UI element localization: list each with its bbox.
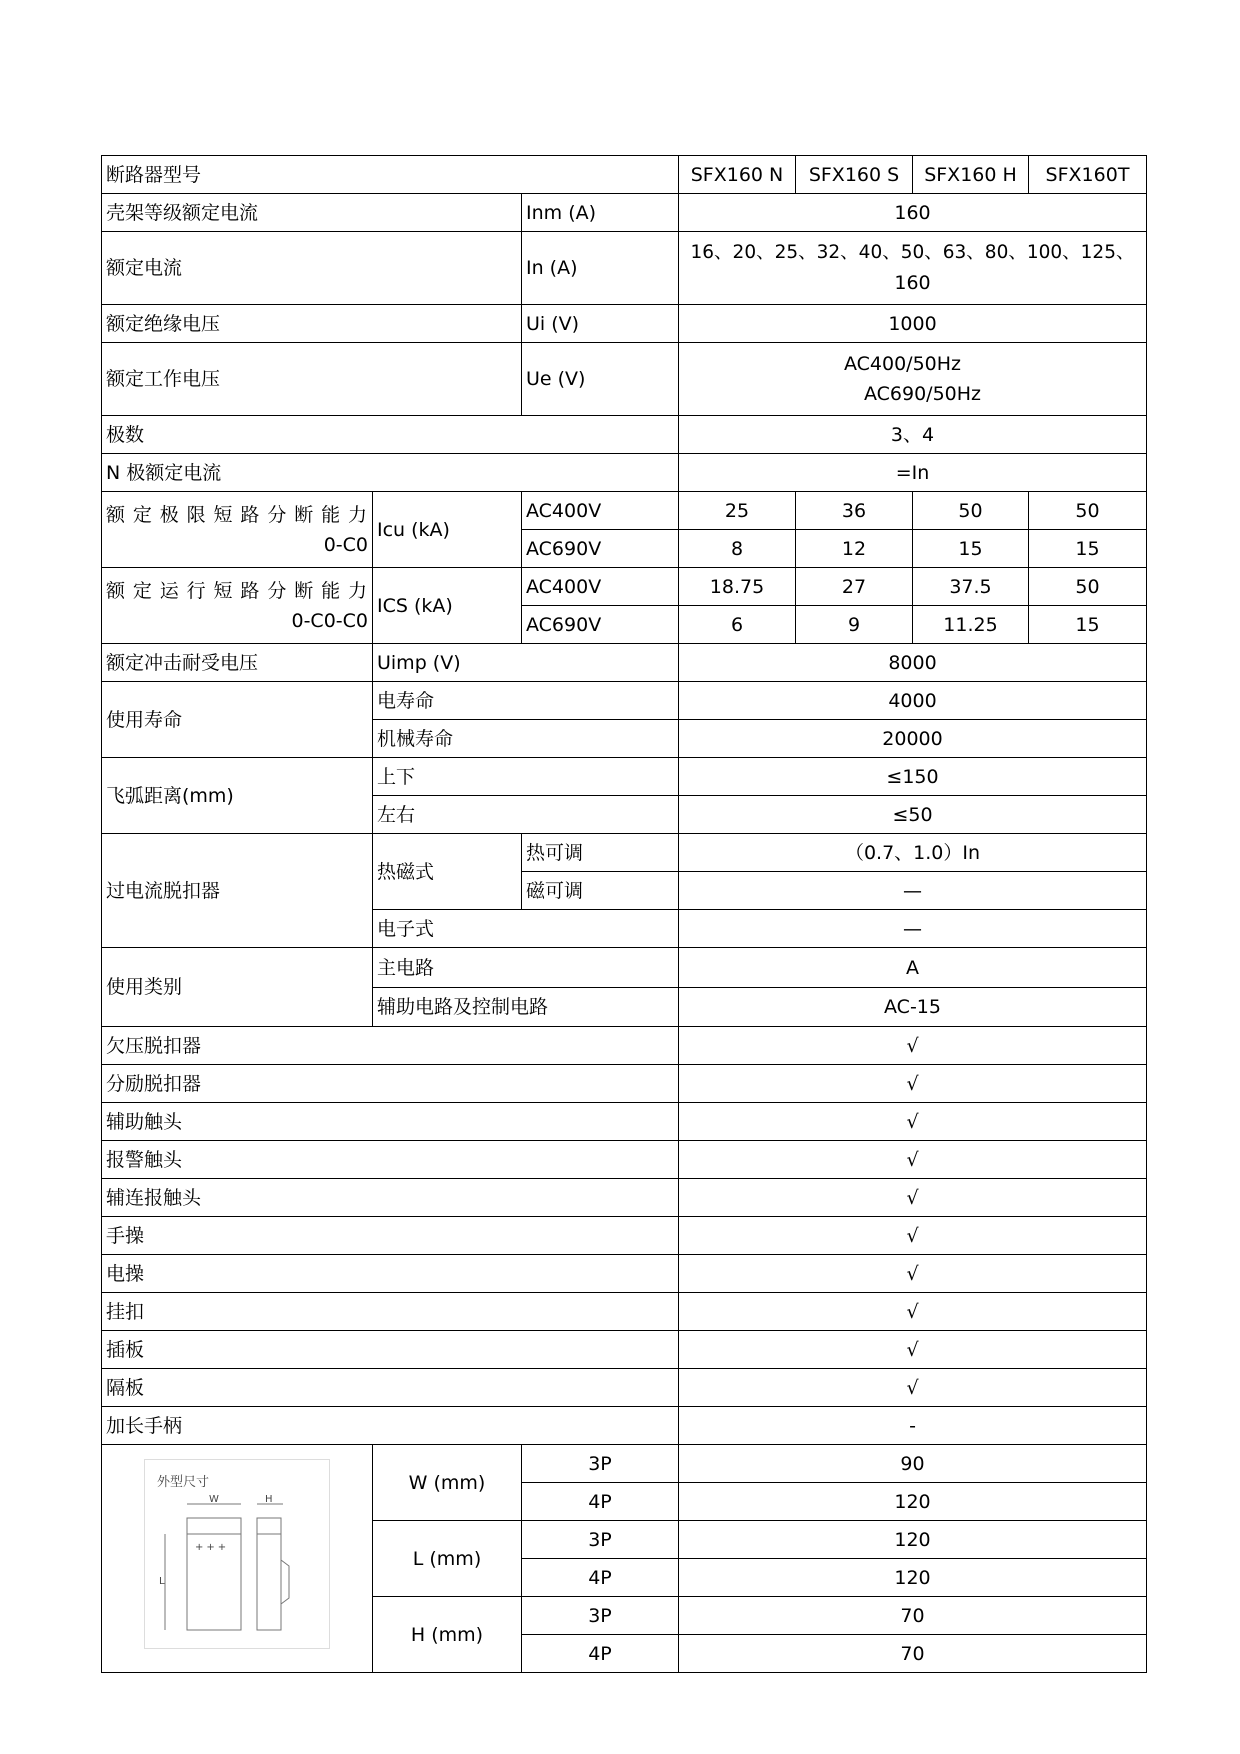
icu-ac400-t: 50 bbox=[1029, 492, 1147, 530]
ics-label-line1: 额定运行短路分断能力 bbox=[106, 579, 368, 602]
ics-voltage-ac400: AC400V bbox=[522, 568, 679, 606]
height-4p-label: 4P bbox=[522, 1635, 679, 1673]
width-3p-label: 3P bbox=[522, 1445, 679, 1483]
breaker-outline-drawing bbox=[145, 1460, 329, 1648]
frame-rating-row bbox=[102, 194, 1147, 232]
accessory-label: 电操 bbox=[102, 1255, 679, 1293]
icu-symbol: Icu (kA) bbox=[373, 492, 522, 568]
icu-ac400-h: 50 bbox=[913, 492, 1029, 530]
height-4p-value: 70 bbox=[679, 1635, 1147, 1673]
model-n: SFX160 N bbox=[679, 156, 796, 194]
thermal-magnetic-label: 热磁式 bbox=[373, 834, 522, 910]
arc-horizontal-value: ≤50 bbox=[679, 796, 1147, 834]
rated-current-symbol: In (A) bbox=[522, 232, 679, 305]
aux-circuit-value: AC-15 bbox=[679, 988, 1147, 1027]
accessory-row bbox=[102, 1065, 1147, 1103]
icu-ac690-s: 12 bbox=[796, 530, 913, 568]
working-voltage-line1: AC400/50Hz bbox=[843, 353, 962, 375]
header-row bbox=[102, 156, 1147, 194]
dim-row bbox=[102, 1445, 1147, 1483]
ics-label-line2: 0-C0-C0 bbox=[291, 609, 368, 632]
mechanical-life-value: 20000 bbox=[679, 720, 1147, 758]
ics-row-ac400 bbox=[102, 568, 1147, 606]
electrical-life-label: 电寿命 bbox=[373, 682, 679, 720]
svg-text:+++: +++ bbox=[195, 1542, 230, 1553]
ics-ac690-h: 11.25 bbox=[913, 606, 1029, 644]
thermal-adj-row bbox=[102, 834, 1147, 872]
aux-circuit-label: 辅助电路及控制电路 bbox=[373, 988, 679, 1027]
insulation-voltage-label: 额定绝缘电压 bbox=[102, 305, 522, 343]
accessory-row bbox=[102, 1331, 1147, 1369]
dimension-figure-title: 外型尺寸 bbox=[157, 1475, 210, 1490]
category-label: 使用类别 bbox=[102, 948, 373, 1027]
accessory-label: 分励脱扣器 bbox=[102, 1065, 679, 1103]
model-label: 断路器型号 bbox=[102, 156, 679, 194]
icu-ac690-h: 15 bbox=[913, 530, 1029, 568]
arc-vertical-value: ≤150 bbox=[679, 758, 1147, 796]
rated-current-line1: 16、20、25、32、40、50、63、80、100、125、 bbox=[690, 242, 1135, 263]
figure-l-label: L bbox=[159, 1576, 165, 1587]
working-voltage-values bbox=[679, 343, 1147, 416]
rated-current-line2: 160 bbox=[894, 272, 931, 294]
main-circuit-label: 主电路 bbox=[373, 948, 679, 988]
electronic-value: — bbox=[679, 910, 1147, 948]
electronic-label: 电子式 bbox=[373, 910, 679, 948]
ics-ac400-s: 27 bbox=[796, 568, 913, 606]
icu-label-line2: 0-C0 bbox=[323, 533, 368, 556]
ics-ac690-s: 9 bbox=[796, 606, 913, 644]
insulation-voltage-value: 1000 bbox=[679, 305, 1147, 343]
accessory-row bbox=[102, 1255, 1147, 1293]
model-t: SFX160T bbox=[1029, 156, 1147, 194]
model-h: SFX160 H bbox=[913, 156, 1029, 194]
impulse-voltage-label: 额定冲击耐受电压 bbox=[102, 644, 373, 682]
accessory-row bbox=[102, 1027, 1147, 1065]
icu-row-ac400 bbox=[102, 492, 1147, 530]
icu-ac400-n: 25 bbox=[679, 492, 796, 530]
accessory-row bbox=[102, 1141, 1147, 1179]
impulse-voltage-symbol: Uimp (V) bbox=[373, 644, 679, 682]
service-life-label: 使用寿命 bbox=[102, 682, 373, 758]
accessory-value: √ bbox=[679, 1065, 1147, 1103]
accessory-value: √ bbox=[679, 1027, 1147, 1065]
magnetic-adj-value: — bbox=[679, 872, 1147, 910]
width-3p-value: 90 bbox=[679, 1445, 1147, 1483]
accessory-value: √ bbox=[679, 1141, 1147, 1179]
poles-value: 3、4 bbox=[679, 416, 1147, 454]
rated-current-values bbox=[679, 232, 1147, 305]
height-label: H (mm) bbox=[373, 1597, 522, 1673]
model-s: SFX160 S bbox=[796, 156, 913, 194]
working-voltage-label: 额定工作电压 bbox=[102, 343, 522, 416]
arc-vertical-row bbox=[102, 758, 1147, 796]
accessory-label: 挂扣 bbox=[102, 1293, 679, 1331]
mechanical-life-label: 机械寿命 bbox=[373, 720, 679, 758]
n-pole-label: N 极额定电流 bbox=[102, 454, 679, 492]
accessory-row bbox=[102, 1293, 1147, 1331]
rated-current-row bbox=[102, 232, 1147, 305]
thermal-adj-label: 热可调 bbox=[522, 834, 679, 872]
accessory-row bbox=[102, 1369, 1147, 1407]
electrical-life-value: 4000 bbox=[679, 682, 1147, 720]
length-4p-value: 120 bbox=[679, 1559, 1147, 1597]
ics-ac690-t: 15 bbox=[1029, 606, 1147, 644]
accessory-label: 欠压脱扣器 bbox=[102, 1027, 679, 1065]
accessory-label: 辅助触头 bbox=[102, 1103, 679, 1141]
impulse-voltage-value: 8000 bbox=[679, 644, 1147, 682]
accessory-row bbox=[102, 1407, 1147, 1445]
main-circuit-value: A bbox=[679, 948, 1147, 988]
length-3p-value: 120 bbox=[679, 1521, 1147, 1559]
n-pole-value: =In bbox=[679, 454, 1147, 492]
accessory-row bbox=[102, 1179, 1147, 1217]
accessory-value: √ bbox=[679, 1331, 1147, 1369]
ics-ac400-n: 18.75 bbox=[679, 568, 796, 606]
frame-rating-label: 壳架等级额定电流 bbox=[102, 194, 522, 232]
main-circuit-row bbox=[102, 948, 1147, 988]
frame-rating-value: 160 bbox=[679, 194, 1147, 232]
ics-ac400-t: 50 bbox=[1029, 568, 1147, 606]
ics-ac400-h: 37.5 bbox=[913, 568, 1029, 606]
working-voltage-row bbox=[102, 343, 1147, 416]
length-label: L (mm) bbox=[373, 1521, 522, 1597]
accessory-value: √ bbox=[679, 1255, 1147, 1293]
insulation-voltage-row bbox=[102, 305, 1147, 343]
arc-vertical-label: 上下 bbox=[373, 758, 679, 796]
accessory-value: √ bbox=[679, 1293, 1147, 1331]
length-3p-label: 3P bbox=[522, 1521, 679, 1559]
frame-rating-symbol: Inm (A) bbox=[522, 194, 679, 232]
working-voltage-symbol: Ue (V) bbox=[522, 343, 679, 416]
ics-voltage-ac690: AC690V bbox=[522, 606, 679, 644]
dimension-figure-cell bbox=[102, 1445, 373, 1673]
n-pole-row bbox=[102, 454, 1147, 492]
thermal-adj-value: （0.7、1.0）In bbox=[679, 834, 1147, 872]
icu-ac690-t: 15 bbox=[1029, 530, 1147, 568]
arc-horizontal-label: 左右 bbox=[373, 796, 679, 834]
accessory-value: √ bbox=[679, 1217, 1147, 1255]
accessory-value: - bbox=[679, 1407, 1147, 1445]
accessory-row bbox=[102, 1217, 1147, 1255]
accessory-label: 加长手柄 bbox=[102, 1407, 679, 1445]
icu-label-line1: 额定极限短路分断能力 bbox=[106, 503, 368, 526]
accessory-label: 报警触头 bbox=[102, 1141, 679, 1179]
ics-label bbox=[102, 568, 373, 644]
figure-w-label: W bbox=[209, 1494, 219, 1505]
width-4p-label: 4P bbox=[522, 1483, 679, 1521]
accessory-label: 隔板 bbox=[102, 1369, 679, 1407]
dimension-drawing bbox=[144, 1459, 330, 1649]
height-3p-label: 3P bbox=[522, 1597, 679, 1635]
width-label: W (mm) bbox=[373, 1445, 522, 1521]
icu-ac690-n: 8 bbox=[679, 530, 796, 568]
accessory-label: 手操 bbox=[102, 1217, 679, 1255]
icu-voltage-ac690: AC690V bbox=[522, 530, 679, 568]
spec-table bbox=[101, 155, 1147, 1673]
width-4p-value: 120 bbox=[679, 1483, 1147, 1521]
icu-ac400-s: 36 bbox=[796, 492, 913, 530]
rated-current-label: 额定电流 bbox=[102, 232, 522, 305]
accessory-value: √ bbox=[679, 1369, 1147, 1407]
ics-ac690-n: 6 bbox=[679, 606, 796, 644]
icu-voltage-ac400: AC400V bbox=[522, 492, 679, 530]
overcurrent-label: 过电流脱扣器 bbox=[102, 834, 373, 948]
accessory-row bbox=[102, 1103, 1147, 1141]
figure-h-label: H bbox=[265, 1494, 273, 1505]
accessory-value: √ bbox=[679, 1179, 1147, 1217]
ics-symbol: ICS (kA) bbox=[373, 568, 522, 644]
insulation-voltage-symbol: Ui (V) bbox=[522, 305, 679, 343]
poles-row bbox=[102, 416, 1147, 454]
accessory-label: 辅连报触头 bbox=[102, 1179, 679, 1217]
accessory-value: √ bbox=[679, 1103, 1147, 1141]
arc-distance-label: 飞弧距离(mm) bbox=[102, 758, 373, 834]
poles-label: 极数 bbox=[102, 416, 679, 454]
length-4p-label: 4P bbox=[522, 1559, 679, 1597]
height-3p-value: 70 bbox=[679, 1597, 1147, 1635]
impulse-voltage-row bbox=[102, 644, 1147, 682]
accessory-label: 插板 bbox=[102, 1331, 679, 1369]
working-voltage-line2: AC690/50Hz bbox=[863, 383, 982, 405]
icu-label bbox=[102, 492, 373, 568]
magnetic-adj-label: 磁可调 bbox=[522, 872, 679, 910]
electrical-life-row bbox=[102, 682, 1147, 720]
